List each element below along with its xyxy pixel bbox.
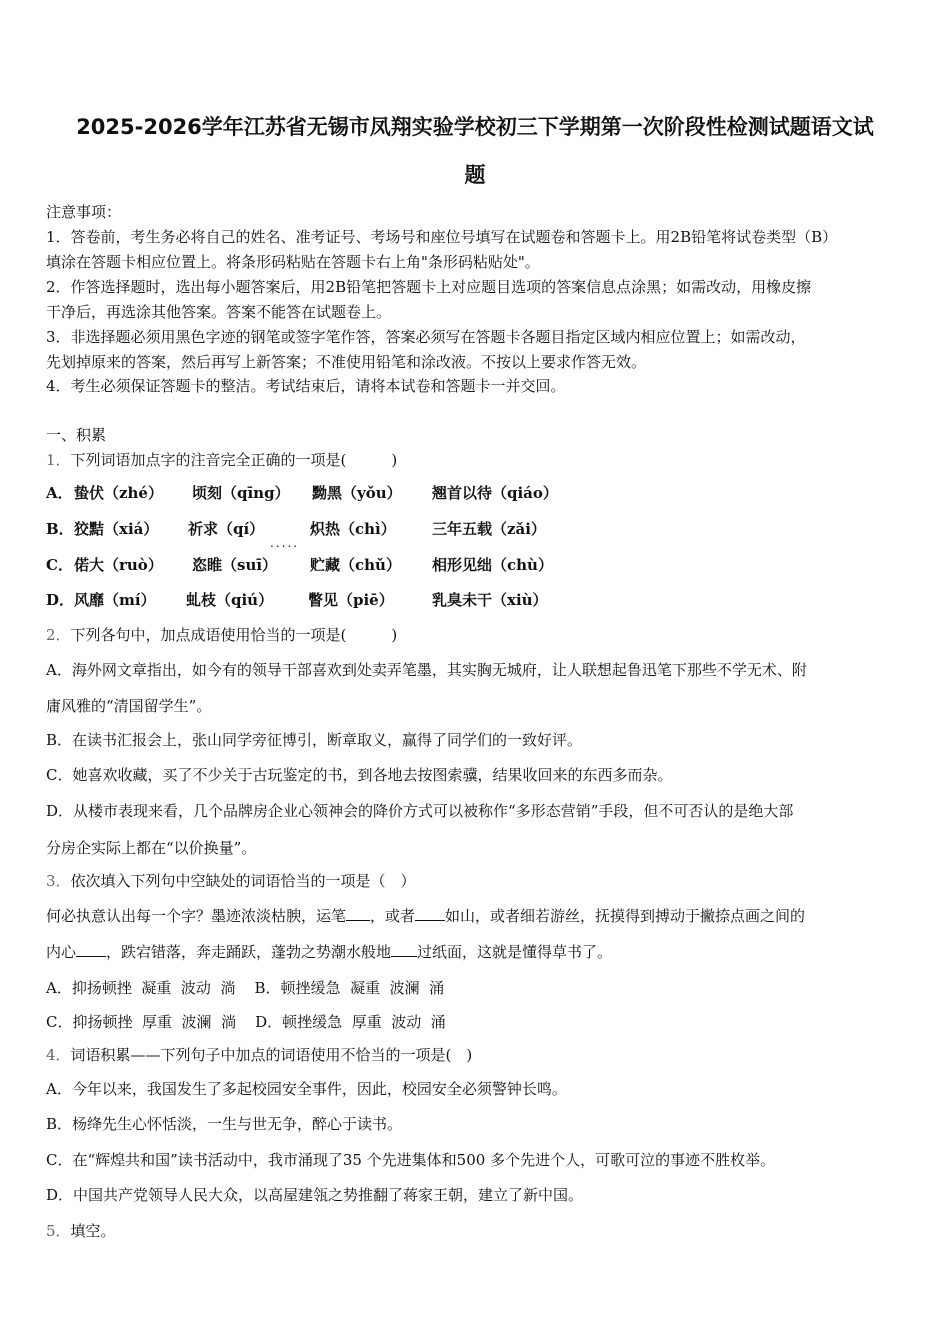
option-item: 顷刻（qīng） xyxy=(192,484,290,502)
q1-option-b xyxy=(46,519,546,539)
option-label: D． xyxy=(46,591,75,609)
fill-blank xyxy=(391,942,417,957)
note-line: 1．答卷前，考生务必将自己的姓名、准考证号、考场号和座位号填写在试题卷和答题卡上。用2B铅笔将试卷类型（B） xyxy=(46,228,838,246)
option-item: 蛰伏（zhé） xyxy=(74,484,163,502)
q3-passage-line-2 xyxy=(46,942,612,962)
q2-option-d-cont: 分房企实际上都在“以价换量”。 xyxy=(46,839,257,857)
question-number: 1． xyxy=(46,451,71,469)
q4-option-d: D．中国共产党领导人民大众，以高屋建瓴之势推翻了蒋家王朝，建立了新中国。 xyxy=(46,1186,584,1204)
note-line: 3．非选择题必须用黑色字迹的钢笔或签字笔作答，答案必须写在答题卡各题目指定区域内相应位置上；如需改动， xyxy=(46,328,806,346)
passage-text: 如山，或者细若游丝，抚摸得到搏动于撇捺点画之间的 xyxy=(445,907,806,925)
section-heading: 一、积累 xyxy=(46,426,107,444)
option-item: 狡黠（xiá） xyxy=(74,520,159,538)
option-item: 三年五载（zǎi） xyxy=(432,520,546,538)
q1-option-a xyxy=(46,483,558,503)
q3-options-cd: C．抑扬顿挫 厚重 波澜 淌 D．顿挫缓急 厚重 波动 涌 xyxy=(46,1013,446,1031)
option-item: 虬枝（qiú） xyxy=(186,591,274,609)
title-line-2: 题 xyxy=(464,163,486,187)
option-label: B． xyxy=(46,520,74,538)
question-stem: 下列词语加点字的注音完全正确的一项是( ) xyxy=(70,451,398,469)
q4-option-a: A．今年以来，我国发生了多起校园安全事件，因此，校园安全必须警钟长鸣。 xyxy=(46,1080,567,1098)
option-item: 恣睢（suī） xyxy=(192,556,278,574)
note-line: 2．作答选择题时，选出每小题答案后，用2B铅笔把答题卡上对应题目选项的答案信息点涂黑；如需改动，用橡皮擦 xyxy=(46,278,812,296)
option-label: C． xyxy=(46,556,73,574)
question-number: 3． xyxy=(46,872,71,890)
q4-option-b: B．杨绛先生心怀恬淡，一生与世无争，醉心于读书。 xyxy=(46,1115,403,1133)
fill-blank xyxy=(76,942,106,957)
option-item: 相形见绌（chù） xyxy=(432,556,553,574)
note-line: 4．考生必须保证答题卡的整洁。考试结束后，请将本试卷和答题卡一并交回。 xyxy=(46,377,566,395)
q2-option-a-cont: 庸风雅的“清国留学生”。 xyxy=(46,697,212,715)
option-item: 炽热（chì） xyxy=(310,520,396,538)
option-item: 黝黑（yǒu） xyxy=(312,484,402,502)
question-stem: 依次填入下列句中空缺处的词语恰当的一项是（ ） xyxy=(70,872,416,890)
question-number: 2． xyxy=(46,626,71,644)
passage-text: ，跌宕错落，奔走踊跃，蓬勃之势潮水般地 xyxy=(106,943,392,961)
q1-option-d xyxy=(46,590,548,610)
notes-heading: 注意事项： xyxy=(46,203,122,221)
q2-option-d: D．从楼市表现来看，几个品牌房企业心领神会的降价方式可以被称作“多形态营销”手段，但不可否认的是绝大部 xyxy=(46,802,794,820)
q2-option-c: C．她喜欢收藏，买了不少关于古玩鉴定的书，到各地去按图索骥，结果收回来的东西多而杂。 xyxy=(46,766,673,784)
passage-text: 过纸面，这就是懂得草书了。 xyxy=(417,943,613,961)
question-stem: 词语积累——下列句子中加点的词语使用不恰当的一项是( ) xyxy=(70,1046,473,1064)
q3-options-ab: A．抑扬顿挫 凝重 波动 淌 B．顿挫缓急 凝重 波澜 涌 xyxy=(46,979,445,997)
question-stem: 下列各句中，加点成语使用恰当的一项是( ) xyxy=(70,626,398,644)
option-item: 瞥见（piē） xyxy=(308,591,394,609)
question-4 xyxy=(46,1045,472,1065)
option-item: 翘首以待（qiáo） xyxy=(432,484,558,502)
q4-option-c: C．在“辉煌共和国”读书活动中，我市涌现了35 个先进集体和500 多个先进个人，可歌可泣的事迹不胜枚举。 xyxy=(46,1151,776,1169)
passage-text: ，或者 xyxy=(370,907,416,925)
option-item: 偌大（ruò） xyxy=(74,556,163,574)
option-item: 祈求（qí） xyxy=(188,520,265,538)
emphasis-dots: ..... xyxy=(270,536,300,550)
option-label: A． xyxy=(46,484,73,502)
question-stem: 填空。 xyxy=(70,1222,116,1240)
question-2 xyxy=(46,625,397,645)
option-item: 风靡（mí） xyxy=(74,591,156,609)
q3-passage-line-1 xyxy=(46,906,805,926)
question-3 xyxy=(46,871,416,891)
q1-option-c xyxy=(46,555,553,575)
fill-blank xyxy=(346,906,370,921)
q2-option-a: A．海外网文章指出，如今有的领导干部喜欢到处卖弄笔墨，其实胸无城府，让人联想起鲁迅笔下那些不学无术、附 xyxy=(46,661,807,679)
fill-blank xyxy=(415,906,445,921)
question-1 xyxy=(46,450,397,470)
passage-text: 何必执意认出每一个字？墨迹浓淡枯腴，运笔 xyxy=(46,907,347,925)
option-item: 乳臭未干（xiù） xyxy=(432,591,548,609)
question-number: 5． xyxy=(46,1222,71,1240)
note-line: 干净后，再选涂其他答案。答案不能答在试题卷上。 xyxy=(46,303,392,321)
q2-option-b: B．在读书汇报会上，张山同学旁征博引，断章取义，赢得了同学们的一致好评。 xyxy=(46,731,583,749)
title-line-1: 2025-2026学年江苏省无锡市凤翔实验学校初三下学期第一次阶段性检测试题语文试 xyxy=(76,115,874,139)
option-item: 贮藏（chǔ） xyxy=(310,556,401,574)
question-number: 4． xyxy=(46,1046,71,1064)
note-line: 先划掉原来的答案，然后再写上新答案；不准使用铅笔和涂改液。不按以上要求作答无效。 xyxy=(46,353,647,371)
question-5 xyxy=(46,1221,116,1241)
note-line: 填涂在答题卡相应位置上。将条形码粘贴在答题卡右上角"条形码粘贴处"。 xyxy=(46,253,540,271)
passage-text: 内心 xyxy=(46,943,77,961)
